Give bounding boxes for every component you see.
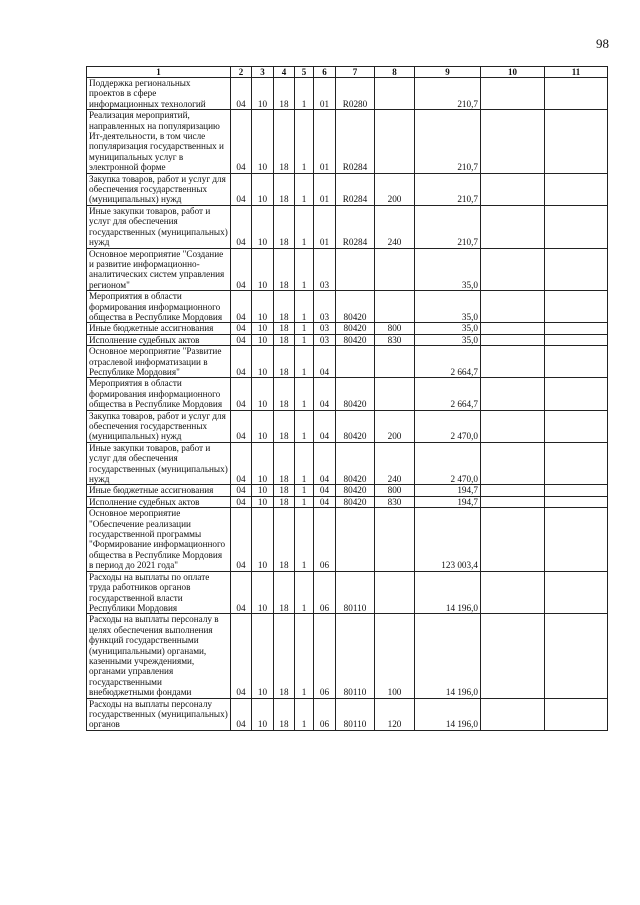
column-11-cell [545,205,608,248]
column-11-cell [545,410,608,442]
table-row [87,378,608,410]
subprogram-code-cell: 1 [295,291,314,323]
expense-type-cell: 830 [375,334,415,345]
expense-type-cell: 200 [375,173,415,205]
subsection-code-cell: 10 [252,248,274,291]
expense-type-cell [375,78,415,110]
table-body [87,78,608,731]
program-code-cell: 18 [274,78,295,110]
row-name-cell: Расходы на выплаты персоналу в целях обеспечения выполнения функций государственными (муниципальными) органами, казенными учреждениями, органами управления государственными внебюджетными фондами [87,614,231,698]
column-11-cell [545,110,608,173]
column-10-cell [481,110,545,173]
event-code-cell: 04 [314,410,336,442]
program-code-cell: 18 [274,291,295,323]
amount-cell: 2 470,0 [415,442,481,485]
row-name-cell: Реализация мероприятий, направленных на популяризацию Ит-деятельности, в том числе популяризация государственных и муниципальных услуг в электронной форме [87,110,231,173]
target-article-cell: 80110 [336,571,375,614]
target-article-cell: 80420 [336,334,375,345]
table-row [87,614,608,698]
event-code-cell: 01 [314,110,336,173]
subprogram-code-cell: 1 [295,485,314,496]
expense-type-cell: 200 [375,410,415,442]
amount-cell: 210,7 [415,173,481,205]
amount-cell: 194,7 [415,496,481,507]
subsection-code-cell: 10 [252,508,274,571]
section-code-cell: 04 [231,614,252,698]
subsection-code-cell: 10 [252,78,274,110]
subsection-code-cell: 10 [252,485,274,496]
column-10-cell [481,442,545,485]
program-code-cell: 18 [274,485,295,496]
expense-type-cell [375,378,415,410]
row-name-cell: Расходы на выплаты по оплате труда работников органов государственной власти Республики Мордовия [87,571,231,614]
subsection-code-cell: 10 [252,110,274,173]
target-article-cell: R0280 [336,78,375,110]
column-10-cell [481,614,545,698]
header-row [87,67,608,78]
event-code-cell: 01 [314,205,336,248]
column-10-cell [481,378,545,410]
amount-cell: 14 196,0 [415,698,481,730]
subsection-code-cell: 10 [252,334,274,345]
target-article-cell [336,248,375,291]
program-code-cell: 18 [274,378,295,410]
column-11-cell [545,485,608,496]
subprogram-code-cell: 1 [295,205,314,248]
column-11-cell [545,248,608,291]
section-code-cell: 04 [231,110,252,173]
amount-cell: 35,0 [415,291,481,323]
table-row [87,508,608,571]
row-name-cell: Основное мероприятие "Развитие отраслевой информатизации в Республике Мордовия" [87,346,231,378]
subsection-code-cell: 10 [252,205,274,248]
event-code-cell: 03 [314,248,336,291]
subprogram-code-cell: 1 [295,508,314,571]
row-name-cell: Иные закупки товаров, работ и услуг для обеспечения государственных (муниципальных) нужд [87,442,231,485]
table-row [87,442,608,485]
subsection-code-cell: 10 [252,698,274,730]
subsection-code-cell: 10 [252,442,274,485]
amount-cell: 210,7 [415,110,481,173]
page-number: 98 [596,36,609,51]
section-code-cell: 04 [231,508,252,571]
subsection-code-cell: 10 [252,571,274,614]
event-code-cell: 04 [314,496,336,507]
program-code-cell: 18 [274,248,295,291]
section-code-cell: 04 [231,698,252,730]
program-code-cell: 18 [274,508,295,571]
subsection-code-cell: 10 [252,291,274,323]
expense-type-cell: 120 [375,698,415,730]
column-11-cell [545,496,608,507]
subprogram-code-cell: 1 [295,334,314,345]
header-cell: 8 [375,67,415,78]
section-code-cell: 04 [231,346,252,378]
target-article-cell: 80420 [336,442,375,485]
subsection-code-cell: 10 [252,614,274,698]
program-code-cell: 18 [274,571,295,614]
subprogram-code-cell: 1 [295,173,314,205]
row-name-cell: Мероприятия в области формирования информационного общества в Республике Мордовия [87,291,231,323]
row-name-cell: Основное мероприятие "Создание и развитие информационно-аналитических систем управления регионом" [87,248,231,291]
section-code-cell: 04 [231,442,252,485]
section-code-cell: 04 [231,291,252,323]
expense-type-cell [375,248,415,291]
expense-type-cell: 800 [375,323,415,334]
target-article-cell: 80420 [336,485,375,496]
header-cell: 2 [231,67,252,78]
subsection-code-cell: 10 [252,496,274,507]
target-article-cell: 80420 [336,291,375,323]
event-code-cell: 01 [314,78,336,110]
column-10-cell [481,571,545,614]
row-name-cell: Иные бюджетные ассигнования [87,323,231,334]
row-name-cell: Мероприятия в области формирования информационного общества в Республике Мордовия [87,378,231,410]
section-code-cell: 04 [231,378,252,410]
program-code-cell: 18 [274,334,295,345]
header-cell: 4 [274,67,295,78]
program-code-cell: 18 [274,110,295,173]
subprogram-code-cell: 1 [295,78,314,110]
expense-type-cell: 240 [375,205,415,248]
header-cell: 10 [481,67,545,78]
program-code-cell: 18 [274,323,295,334]
column-11-cell [545,334,608,345]
table-row [87,110,608,173]
column-11-cell [545,698,608,730]
amount-cell: 194,7 [415,485,481,496]
row-name-cell: Исполнение судебных актов [87,496,231,507]
program-code-cell: 18 [274,410,295,442]
event-code-cell: 03 [314,323,336,334]
header-cell: 11 [545,67,608,78]
program-code-cell: 18 [274,614,295,698]
table-row [87,173,608,205]
expense-type-cell [375,346,415,378]
table-row [87,323,608,334]
target-article-cell: 80420 [336,410,375,442]
column-10-cell [481,323,545,334]
event-code-cell: 03 [314,291,336,323]
section-code-cell: 04 [231,205,252,248]
subprogram-code-cell: 1 [295,496,314,507]
column-10-cell [481,698,545,730]
section-code-cell: 04 [231,410,252,442]
event-code-cell: 04 [314,346,336,378]
subprogram-code-cell: 1 [295,410,314,442]
amount-cell: 35,0 [415,323,481,334]
column-11-cell [545,173,608,205]
table-row [87,496,608,507]
section-code-cell: 04 [231,485,252,496]
section-code-cell: 04 [231,496,252,507]
column-11-cell [545,508,608,571]
expense-type-cell [375,508,415,571]
program-code-cell: 18 [274,698,295,730]
subprogram-code-cell: 1 [295,442,314,485]
table-row [87,571,608,614]
section-code-cell: 04 [231,334,252,345]
subsection-code-cell: 10 [252,173,274,205]
section-code-cell: 04 [231,78,252,110]
amount-cell: 14 196,0 [415,571,481,614]
column-11-cell [545,346,608,378]
column-10-cell [481,291,545,323]
subprogram-code-cell: 1 [295,346,314,378]
target-article-cell: R0284 [336,205,375,248]
column-10-cell [481,78,545,110]
amount-cell: 210,7 [415,205,481,248]
column-10-cell [481,485,545,496]
amount-cell: 35,0 [415,334,481,345]
section-code-cell: 04 [231,571,252,614]
column-11-cell [545,378,608,410]
event-code-cell: 06 [314,508,336,571]
amount-cell: 2 664,7 [415,346,481,378]
column-10-cell [481,508,545,571]
target-article-cell: 80110 [336,698,375,730]
expense-type-cell [375,571,415,614]
subprogram-code-cell: 1 [295,323,314,334]
column-10-cell [481,496,545,507]
expense-type-cell: 800 [375,485,415,496]
target-article-cell: R0284 [336,173,375,205]
table-row [87,334,608,345]
event-code-cell: 06 [314,571,336,614]
column-11-cell [545,323,608,334]
header-cell: 9 [415,67,481,78]
target-article-cell: 80420 [336,378,375,410]
target-article-cell: 80420 [336,496,375,507]
table-row [87,410,608,442]
program-code-cell: 18 [274,496,295,507]
amount-cell: 14 196,0 [415,614,481,698]
row-name-cell: Расходы на выплаты персоналу государственных (муниципальных) органов [87,698,231,730]
amount-cell: 123 003,4 [415,508,481,571]
column-10-cell [481,334,545,345]
column-11-cell [545,571,608,614]
budget-table [86,66,608,731]
column-10-cell [481,205,545,248]
subprogram-code-cell: 1 [295,110,314,173]
subprogram-code-cell: 1 [295,248,314,291]
row-name-cell: Исполнение судебных актов [87,334,231,345]
program-code-cell: 18 [274,442,295,485]
target-article-cell: R0284 [336,110,375,173]
table-row [87,346,608,378]
row-name-cell: Поддержка региональных проектов в сфере информационных технологий [87,78,231,110]
header-cell: 1 [87,67,231,78]
program-code-cell: 18 [274,346,295,378]
subprogram-code-cell: 1 [295,614,314,698]
header-cell: 7 [336,67,375,78]
event-code-cell: 04 [314,485,336,496]
event-code-cell: 04 [314,378,336,410]
expense-type-cell [375,291,415,323]
row-name-cell: Закупка товаров, работ и услуг для обеспечения государственных (муниципальных) нужд [87,173,231,205]
event-code-cell: 01 [314,173,336,205]
row-name-cell: Основное мероприятие "Обеспечение реализации государственной программы "Формирование информационного общества в Республике Мордовия в период до 2021 года" [87,508,231,571]
subprogram-code-cell: 1 [295,378,314,410]
event-code-cell: 06 [314,614,336,698]
amount-cell: 35,0 [415,248,481,291]
target-article-cell: 80420 [336,323,375,334]
program-code-cell: 18 [274,173,295,205]
event-code-cell: 03 [314,334,336,345]
header-cell: 6 [314,67,336,78]
table-row [87,291,608,323]
target-article-cell: 80110 [336,614,375,698]
column-11-cell [545,614,608,698]
table-row [87,698,608,730]
expense-type-cell [375,110,415,173]
subsection-code-cell: 10 [252,378,274,410]
program-code-cell: 18 [274,205,295,248]
row-name-cell: Иные бюджетные ассигнования [87,485,231,496]
expense-type-cell: 830 [375,496,415,507]
table-row [87,485,608,496]
column-11-cell [545,291,608,323]
column-10-cell [481,346,545,378]
amount-cell: 2 664,7 [415,378,481,410]
expense-type-cell: 100 [375,614,415,698]
subsection-code-cell: 10 [252,410,274,442]
section-code-cell: 04 [231,323,252,334]
target-article-cell [336,346,375,378]
section-code-cell: 04 [231,173,252,205]
amount-cell: 2 470,0 [415,410,481,442]
amount-cell: 210,7 [415,78,481,110]
event-code-cell: 04 [314,442,336,485]
event-code-cell: 06 [314,698,336,730]
section-code-cell: 04 [231,248,252,291]
table-row [87,205,608,248]
subsection-code-cell: 10 [252,323,274,334]
column-10-cell [481,248,545,291]
subprogram-code-cell: 1 [295,698,314,730]
column-10-cell [481,410,545,442]
row-name-cell: Иные закупки товаров, работ и услуг для обеспечения государственных (муниципальных) нужд [87,205,231,248]
subprogram-code-cell: 1 [295,571,314,614]
header-cell: 3 [252,67,274,78]
expense-type-cell: 240 [375,442,415,485]
column-11-cell [545,442,608,485]
row-name-cell: Закупка товаров, работ и услуг для обеспечения государственных (муниципальных) нужд [87,410,231,442]
target-article-cell [336,508,375,571]
subsection-code-cell: 10 [252,346,274,378]
column-11-cell [545,78,608,110]
table-row [87,248,608,291]
column-10-cell [481,173,545,205]
table-row [87,78,608,110]
header-cell: 5 [295,67,314,78]
